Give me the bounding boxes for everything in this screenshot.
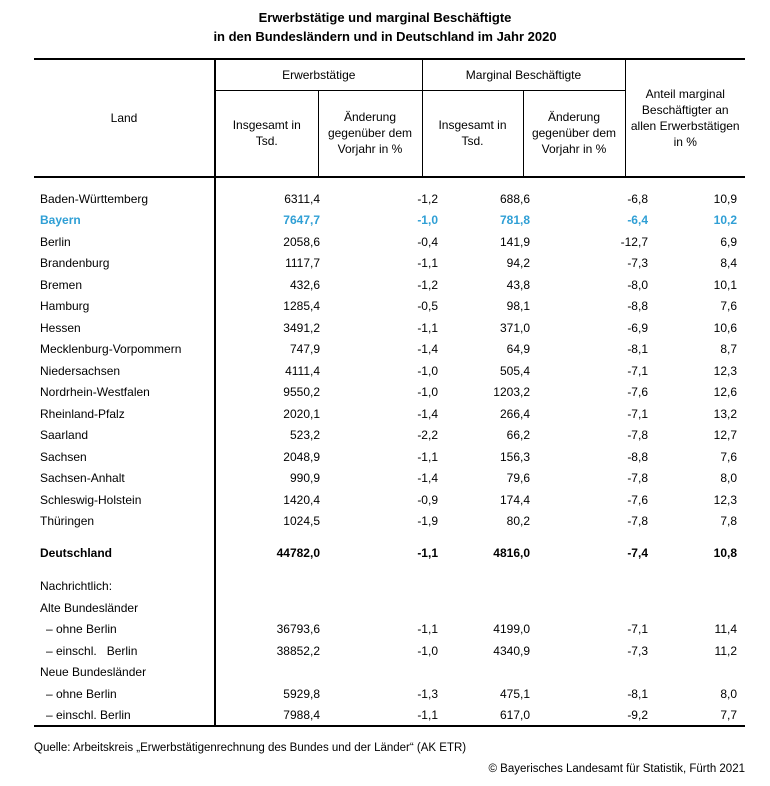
- value-cell: -1,1: [417, 622, 438, 637]
- value-cell: 7,6: [720, 449, 737, 464]
- data-table: [34, 58, 745, 727]
- value-cell: 523,2: [289, 428, 320, 443]
- value-cell: 747,9: [289, 342, 320, 357]
- value-cell: -7,6: [627, 385, 648, 400]
- table-row: [34, 382, 745, 404]
- value-cell: -7,1: [627, 622, 648, 637]
- value-cell: -1,1: [417, 707, 438, 722]
- value-cell: 990,9: [289, 471, 320, 486]
- value-cell: 7988,4: [283, 707, 320, 722]
- value-cell: -1,3: [417, 686, 438, 701]
- value-cell: 8,0: [720, 686, 737, 701]
- table-row: [34, 210, 745, 232]
- land-cell: Hessen: [34, 317, 215, 339]
- value-cell: -1,4: [417, 406, 438, 421]
- land-cell: Bayern: [34, 210, 215, 232]
- land-cell: Niedersachsen: [34, 360, 215, 382]
- value-cell: 4199,0: [493, 622, 530, 637]
- value-cell: -1,2: [417, 191, 438, 206]
- value-cell: [656, 597, 745, 619]
- value-cell: [446, 662, 538, 684]
- land-cell: Thüringen: [34, 511, 215, 533]
- land-cell: Rheinland-Pfalz: [34, 403, 215, 425]
- col-header-land: Land: [34, 59, 215, 177]
- land-cell: Bremen: [34, 274, 215, 296]
- value-cell: -8,1: [627, 686, 648, 701]
- value-cell: -1,9: [417, 514, 438, 529]
- table-row: [34, 360, 745, 382]
- value-cell: -8,8: [627, 299, 648, 314]
- value-cell: [656, 178, 745, 188]
- value-cell: 2020,1: [283, 406, 320, 421]
- value-cell: -12,7: [620, 234, 648, 249]
- value-cell: 2048,9: [283, 449, 320, 464]
- value-cell: 12,7: [713, 428, 737, 443]
- value-cell: -1,1: [417, 545, 438, 560]
- value-cell: 10,9: [713, 191, 737, 206]
- table-header: [34, 58, 745, 178]
- value-cell: 688,6: [499, 191, 530, 206]
- table-row: [34, 446, 745, 468]
- value-cell: 6311,4: [284, 191, 320, 206]
- land-cell: Schleswig-Holstein: [34, 489, 215, 511]
- value-cell: 1203,2: [493, 385, 530, 400]
- value-cell: -1,2: [417, 277, 438, 292]
- land-cell: Nachrichtlich:: [34, 576, 215, 598]
- value-cell: 7,6: [720, 299, 737, 314]
- value-cell: -8,1: [627, 342, 648, 357]
- value-cell: 12,6: [713, 385, 737, 400]
- land-cell: – einschl. Berlin: [34, 640, 215, 662]
- value-cell: -1,1: [417, 320, 438, 335]
- value-cell: 2058,6: [283, 234, 320, 249]
- value-cell: 66,2: [506, 428, 530, 443]
- value-cell: 10,6: [713, 320, 737, 335]
- value-cell: 9550,2: [283, 385, 320, 400]
- land-cell: [34, 178, 215, 188]
- value-cell: [446, 576, 538, 598]
- table-row: [34, 425, 745, 447]
- value-cell: -9,2: [627, 707, 648, 722]
- value-cell: -6,8: [627, 191, 648, 206]
- value-cell: 43,8: [506, 277, 530, 292]
- value-cell: -7,8: [627, 514, 648, 529]
- value-cell: -7,1: [627, 363, 648, 378]
- value-cell: -6,4: [627, 213, 648, 228]
- col-header-erwerbstaetige-aenderung: Änderung gegenüber dem Vorjahr in %: [318, 90, 422, 177]
- spacer-row: [34, 532, 745, 542]
- value-cell: [446, 597, 538, 619]
- value-cell: -1,1: [417, 449, 438, 464]
- value-cell: 38852,2: [276, 643, 320, 658]
- table-row: [34, 339, 745, 361]
- col-group-erwerbstaetige: Erwerbstätige: [215, 59, 422, 90]
- table-row: [34, 231, 745, 253]
- page-title: [0, 0, 770, 46]
- value-cell: -1,4: [417, 471, 438, 486]
- value-cell: 1285,4: [283, 299, 320, 314]
- value-cell: -7,3: [627, 643, 648, 658]
- value-cell: 12,3: [713, 363, 737, 378]
- table-row: [34, 597, 745, 619]
- value-cell: 10,2: [713, 213, 737, 228]
- page-title-line2: in den Bundesländern und in Deutschland im Jahr 2020: [213, 29, 557, 44]
- table-row: [34, 188, 745, 210]
- value-cell: [656, 576, 745, 598]
- table-body: [34, 178, 745, 727]
- value-cell: 44782,0: [276, 545, 320, 560]
- value-cell: 10,8: [713, 545, 737, 560]
- value-cell: 141,9: [499, 234, 530, 249]
- value-cell: [538, 564, 656, 576]
- value-cell: [656, 532, 745, 542]
- value-cell: 80,2: [506, 514, 530, 529]
- value-cell: [215, 178, 328, 188]
- value-cell: -1,4: [417, 342, 438, 357]
- land-cell: Neue Bundesländer: [34, 662, 215, 684]
- value-cell: [215, 576, 328, 598]
- value-cell: [538, 532, 656, 542]
- value-cell: 12,3: [713, 492, 737, 507]
- table-row: [34, 468, 745, 490]
- value-cell: [656, 564, 745, 576]
- value-cell: 4340,9: [493, 643, 530, 658]
- value-cell: 1024,5: [283, 514, 320, 529]
- value-cell: [328, 597, 446, 619]
- table-row: [34, 619, 745, 641]
- value-cell: 4816,0: [493, 545, 530, 560]
- value-cell: 1420,4: [283, 492, 320, 507]
- spacer-row: [34, 564, 745, 576]
- land-cell: Brandenburg: [34, 253, 215, 275]
- col-header-marginal-insgesamt: Insgesamt in Tsd.: [422, 90, 523, 177]
- page-title-line1: Erwerbstätige und marginal Beschäftigte: [258, 10, 512, 25]
- col-header-anteil-marginal: Anteil marginal Beschäftigter an allen Erwerbstätigen in %: [630, 86, 740, 150]
- value-cell: [328, 532, 446, 542]
- value-cell: -2,2: [417, 428, 438, 443]
- land-cell: – ohne Berlin: [34, 683, 215, 705]
- table-row: [34, 542, 745, 564]
- table-row: [34, 576, 745, 598]
- value-cell: 617,0: [499, 707, 530, 722]
- source-note: Quelle: Arbeitskreis „Erwerbstätigenrechnung des Bundes und der Länder“ (AK ETR): [34, 742, 467, 754]
- value-cell: [328, 576, 446, 598]
- value-cell: 8,4: [720, 256, 737, 271]
- header-group-row: [34, 59, 745, 90]
- value-cell: -1,0: [417, 213, 438, 228]
- value-cell: [446, 532, 538, 542]
- land-cell: Sachsen-Anhalt: [34, 468, 215, 490]
- value-cell: -6,9: [627, 320, 648, 335]
- value-cell: [215, 597, 328, 619]
- value-cell: 505,4: [499, 363, 530, 378]
- table-row: [34, 511, 745, 533]
- copyright-notice: © Bayerisches Landesamt für Statistik, Fürth 2021: [488, 763, 745, 775]
- value-cell: 7,7: [720, 707, 737, 722]
- value-cell: 98,1: [506, 299, 530, 314]
- value-cell: 4111,4: [285, 363, 320, 378]
- land-cell: Alte Bundesländer: [34, 597, 215, 619]
- value-cell: 1117,7: [285, 256, 320, 271]
- land-cell: [34, 564, 215, 576]
- land-cell: Deutschland: [34, 542, 215, 564]
- value-cell: -7,6: [627, 492, 648, 507]
- value-cell: 371,0: [499, 320, 530, 335]
- value-cell: 64,9: [506, 342, 530, 357]
- value-cell: [215, 532, 328, 542]
- value-cell: 6,9: [720, 234, 737, 249]
- table-row: [34, 705, 745, 727]
- value-cell: 11,2: [714, 643, 737, 658]
- col-header-marginal-aenderung: Änderung gegenüber dem Vorjahr in %: [523, 90, 625, 177]
- value-cell: 266,4: [499, 406, 530, 421]
- table-row: [34, 403, 745, 425]
- value-cell: -7,1: [627, 406, 648, 421]
- value-cell: 781,8: [499, 213, 530, 228]
- value-cell: 156,3: [499, 449, 530, 464]
- col-header-erwerbstaetige-insgesamt: Insgesamt in Tsd.: [215, 90, 318, 177]
- land-cell: – ohne Berlin: [34, 619, 215, 641]
- table-row: [34, 317, 745, 339]
- spacer-row: [34, 178, 745, 188]
- table-row: [34, 274, 745, 296]
- value-cell: [215, 564, 328, 576]
- value-cell: [656, 662, 745, 684]
- value-cell: 5929,8: [283, 686, 320, 701]
- table-row: [34, 683, 745, 705]
- value-cell: [328, 662, 446, 684]
- value-cell: [328, 178, 446, 188]
- value-cell: [446, 564, 538, 576]
- value-cell: -0,4: [417, 234, 438, 249]
- value-cell: 10,1: [713, 277, 737, 292]
- value-cell: 7,8: [720, 514, 737, 529]
- value-cell: 432,6: [289, 277, 320, 292]
- value-cell: -8,8: [627, 449, 648, 464]
- value-cell: [538, 576, 656, 598]
- table-row: [34, 640, 745, 662]
- value-cell: [538, 178, 656, 188]
- table-row: [34, 296, 745, 318]
- value-cell: -7,3: [627, 256, 648, 271]
- value-cell: 8,0: [720, 471, 737, 486]
- table-row: [34, 662, 745, 684]
- value-cell: -1,0: [417, 385, 438, 400]
- value-cell: 13,2: [713, 406, 737, 421]
- value-cell: 36793,6: [276, 622, 320, 637]
- value-cell: -7,8: [627, 428, 648, 443]
- value-cell: -1,1: [417, 256, 438, 271]
- value-cell: 94,2: [506, 256, 530, 271]
- col-group-marginal-beschaeftigte: Marginal Beschäftigte: [422, 59, 625, 90]
- land-cell: Baden-Württemberg: [34, 188, 215, 210]
- value-cell: [538, 597, 656, 619]
- land-cell: – einschl. Berlin: [34, 705, 215, 727]
- value-cell: [328, 564, 446, 576]
- table-row: [34, 253, 745, 275]
- land-cell: Mecklenburg-Vorpommern: [34, 339, 215, 361]
- value-cell: -7,4: [627, 545, 648, 560]
- value-cell: -1,0: [417, 643, 438, 658]
- value-cell: -7,8: [627, 471, 648, 486]
- value-cell: [446, 178, 538, 188]
- value-cell: 3491,2: [283, 320, 320, 335]
- value-cell: [215, 662, 328, 684]
- value-cell: -8,0: [627, 277, 648, 292]
- land-cell: Saarland: [34, 425, 215, 447]
- value-cell: 11,4: [714, 622, 737, 637]
- value-cell: -1,0: [417, 363, 438, 378]
- value-cell: -0,5: [417, 299, 438, 314]
- table-row: [34, 489, 745, 511]
- value-cell: 174,4: [499, 492, 530, 507]
- land-cell: [34, 532, 215, 542]
- value-cell: 8,7: [720, 342, 737, 357]
- value-cell: 79,6: [506, 471, 530, 486]
- value-cell: 7647,7: [283, 213, 320, 228]
- land-cell: Nordrhein-Westfalen: [34, 382, 215, 404]
- value-cell: 475,1: [499, 686, 530, 701]
- value-cell: -0,9: [417, 492, 438, 507]
- land-cell: Sachsen: [34, 446, 215, 468]
- value-cell: [538, 662, 656, 684]
- land-cell: Hamburg: [34, 296, 215, 318]
- land-cell: Berlin: [34, 231, 215, 253]
